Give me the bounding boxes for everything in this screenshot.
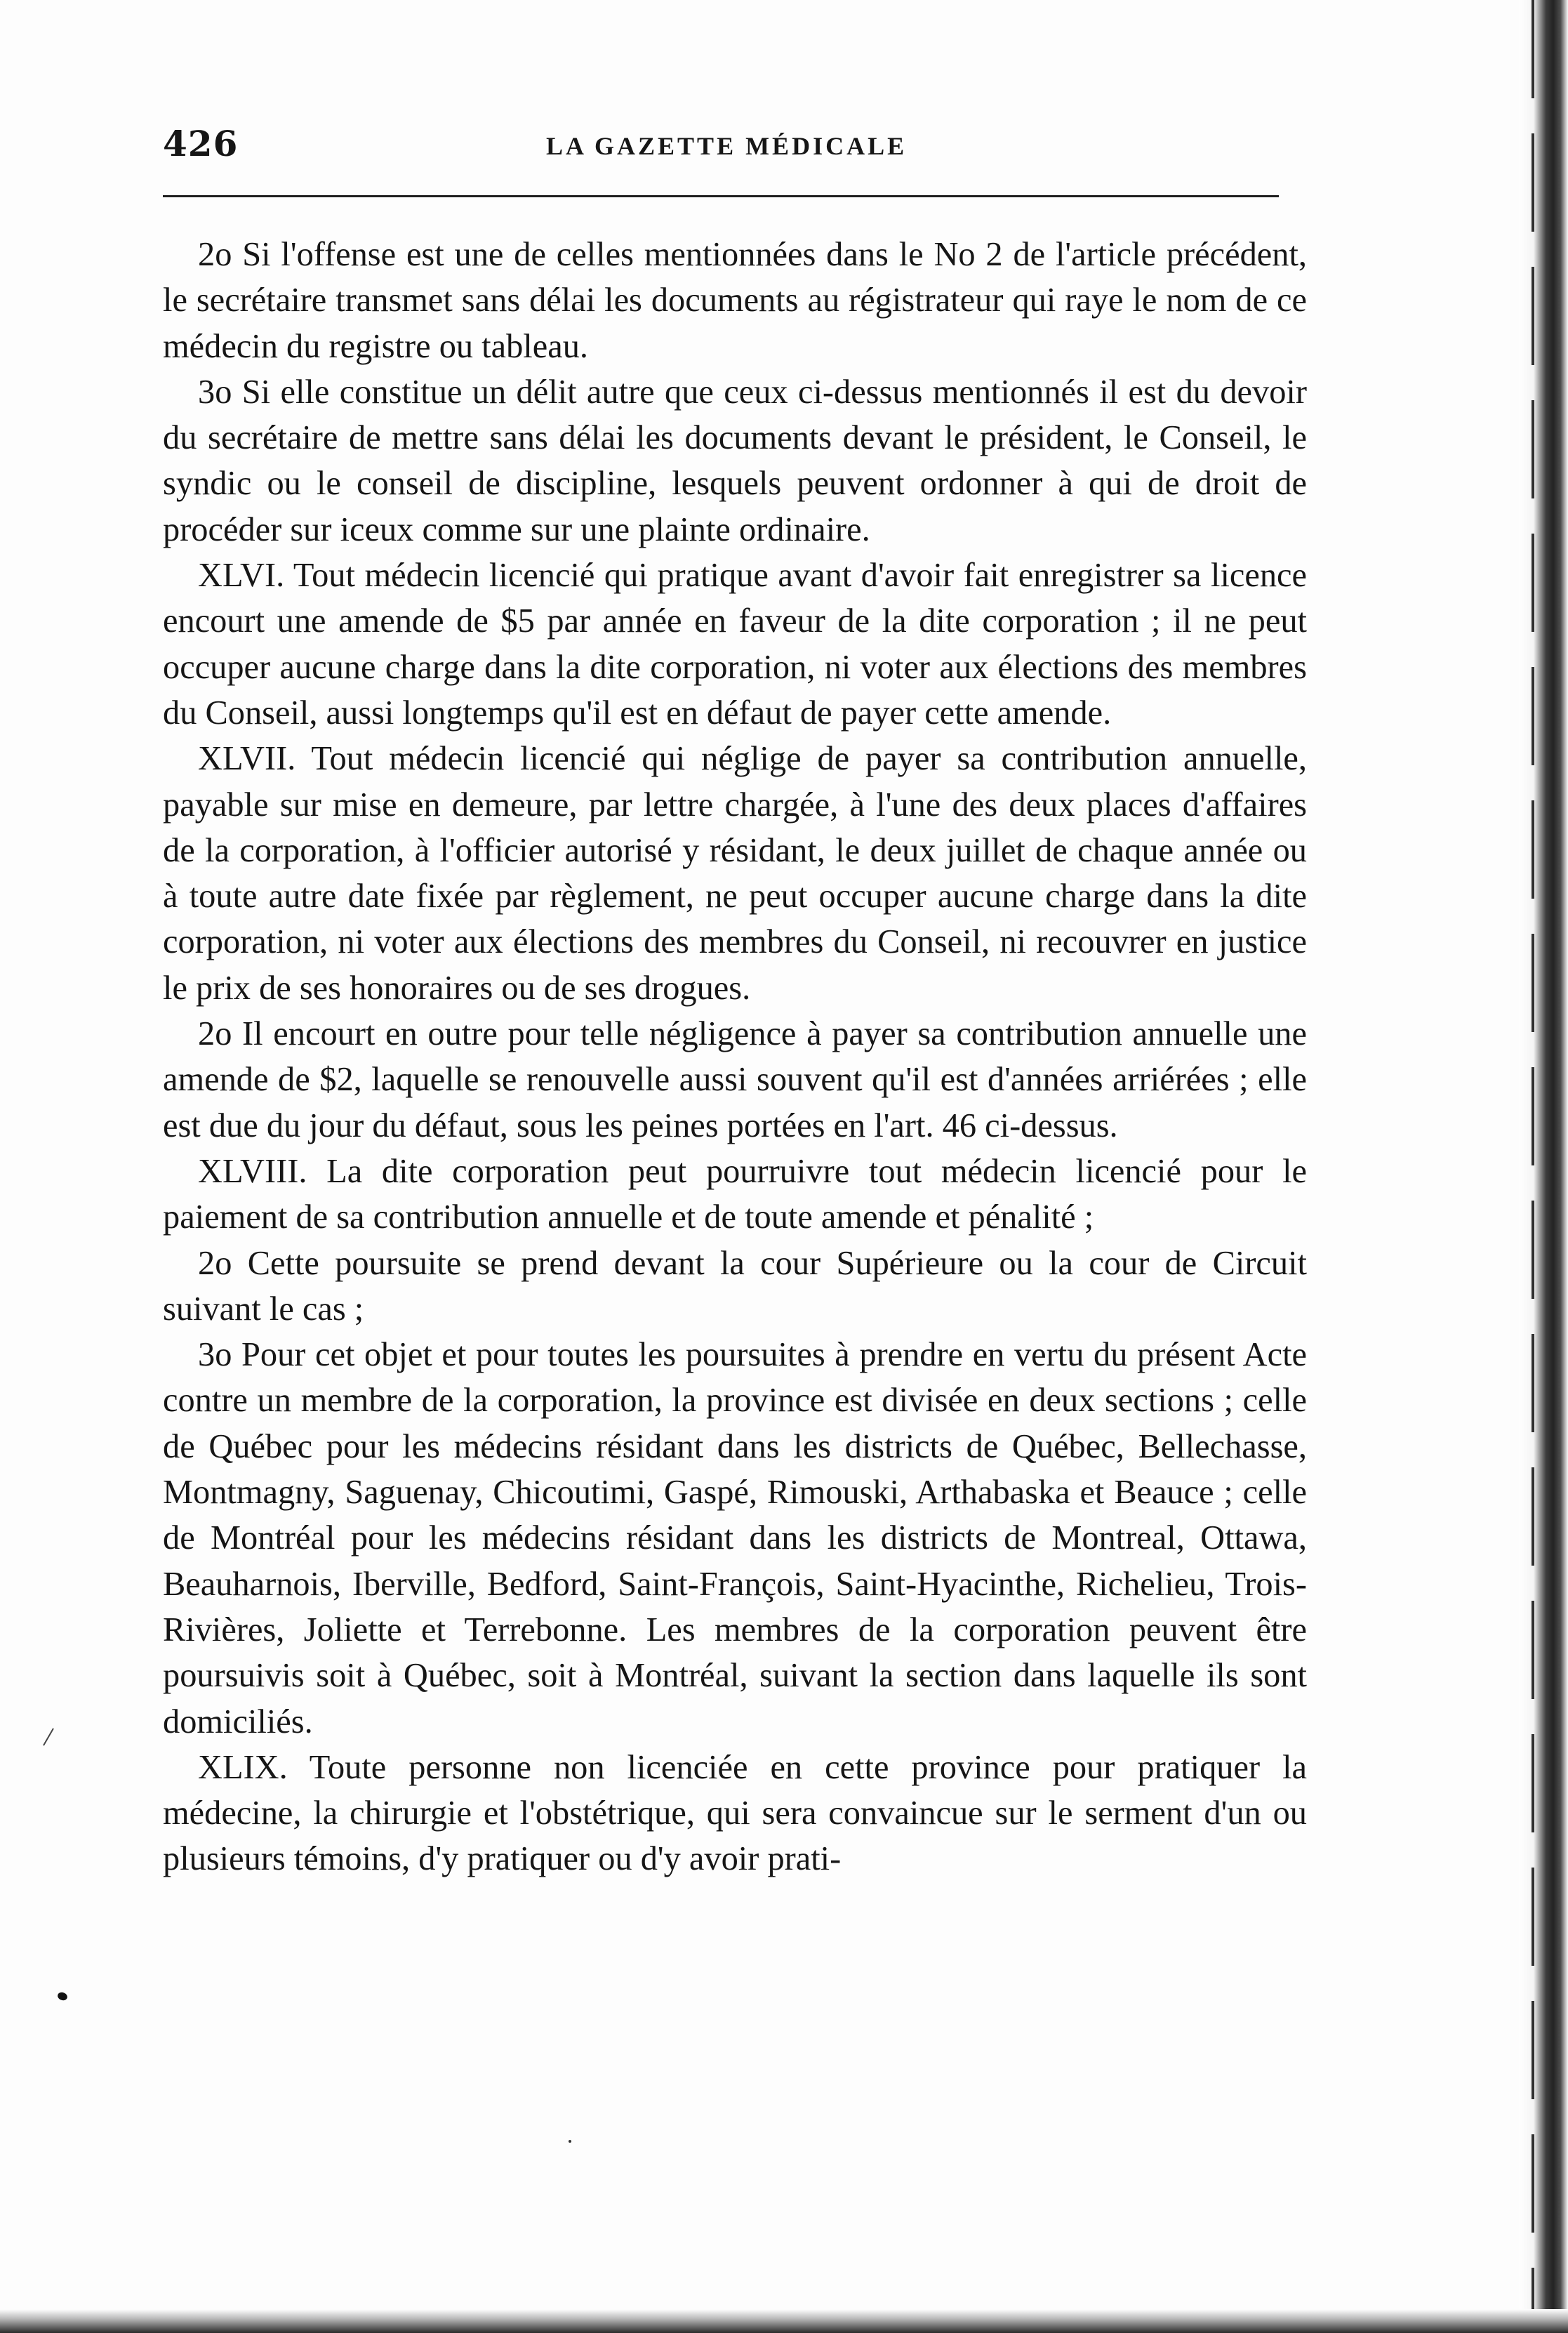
page-bottom-shadow [0, 2309, 1568, 2333]
paragraph-2o-offense: 2o Si l'offense est une de celles mentionnées dans le No 2 de l'article précédent, le secrétaire transmet sans délai les documents au régistrateur qui raye le nom de ce médecin du registre ou tableau. [163, 236, 1307, 365]
paragraph-article-xlvi: XLVI. Tout médecin licencié qui pratique avant d'avoir fait enregistrer sa licence encourt une amende de $5 par année en faveur de la dite corporation ; il ne peut occuper aucune charge dans la dite corporation, ni voter aux élections des membres du Conseil, aussi longtemps qu'il est en défaut de payer cette amende. [163, 557, 1307, 732]
page-number: 426 [163, 123, 239, 164]
paragraph-3o-sections: 3o Pour cet objet et pour toutes les poursuites à prendre en vertu du présent Acte contre un membre de la corporation, la province est divisée en deux sections ; celle de Québec pour les médecins résidant dans les districts de Québec, Bellechasse, Montmagny, Saguenay, Chicoutimi, Gaspé, Rimouski, Arthabaska et Beauce ; celle de Montréal pour les médecins résidant dans les districts de Montreal, Ottawa, Beauharnois, Iberville, Bedford, Saint-François, Saint-Hyacinthe, Richelieu, Trois-Rivières, Joliette et Terrebonne. Les membres de la corporation peuvent être poursuivis soit à Québec, soit à Montréal, suivant la section dans laquelle ils sont domiciliés. [163, 1336, 1307, 1740]
running-head [163, 123, 1279, 172]
paragraph-article-xlvii: XLVII. Tout médecin licencié qui néglige de payer sa contribution annuelle, payable sur mise en demeure, par lettre chargée, à l'une des deux places d'affaires de la corporation, à l'officier autorisé y résidant, le deux juillet de chaque année ou à toute autre date fixée par règlement, ne peut occuper aucune charge dans la dite corporation, ni voter aux élections des membres du Conseil, ni recouvrer en justice le prix de ses honoraires ou de ses drogues. [163, 740, 1307, 1007]
paragraph-2o-poursuite: 2o Cette poursuite se prend devant la cour Supérieure ou la cour de Circuit suivant le cas ; [163, 1244, 1307, 1328]
book-binding-edge [1519, 0, 1568, 2333]
paragraph-article-xlviii: XLVIII. La dite corporation peut pourruivre tout médecin licencié pour le paiement de sa contribution annuelle et de toute amende et pénalité ; [163, 1152, 1307, 1236]
header-rule [163, 195, 1279, 197]
paragraph-3o-delit: 3o Si elle constitue un délit autre que ceux ci-dessus mentionnés il est du devoir du secrétaire de mettre sans délai les documents devant le président, le Conseil, le syndic ou le conseil de discipline, lesquels peuvent ordonner à qui de droit de procéder sur iceux comme sur une plainte ordinaire. [163, 373, 1307, 548]
margin-pencil-mark [43, 1728, 54, 1745]
margin-ink-blot [57, 1991, 69, 2002]
journal-title: LA GAZETTE MÉDICALE [546, 132, 908, 160]
paragraph-article-xlix: XLIX. Toute personne non licenciée en cette province pour pratiquer la médecine, la chirurgie et l'obstétrique, qui sera convaincue sur le serment d'un ou plusieurs témoins, d'y pratiquer ou d'y avoir prati- [163, 1748, 1307, 1878]
paragraph-2o-amende: 2o Il encourt en outre pour telle négligence à payer sa contribution annuelle une amende de $2, laquelle se renouvelle aussi souvent qu'il est d'années arriérées ; elle est due du jour du défaut, sous les peines portées en l'art. 46 ci-dessus. [163, 1015, 1307, 1144]
body-text [163, 232, 1307, 1882]
ink-speck [569, 2140, 571, 2143]
